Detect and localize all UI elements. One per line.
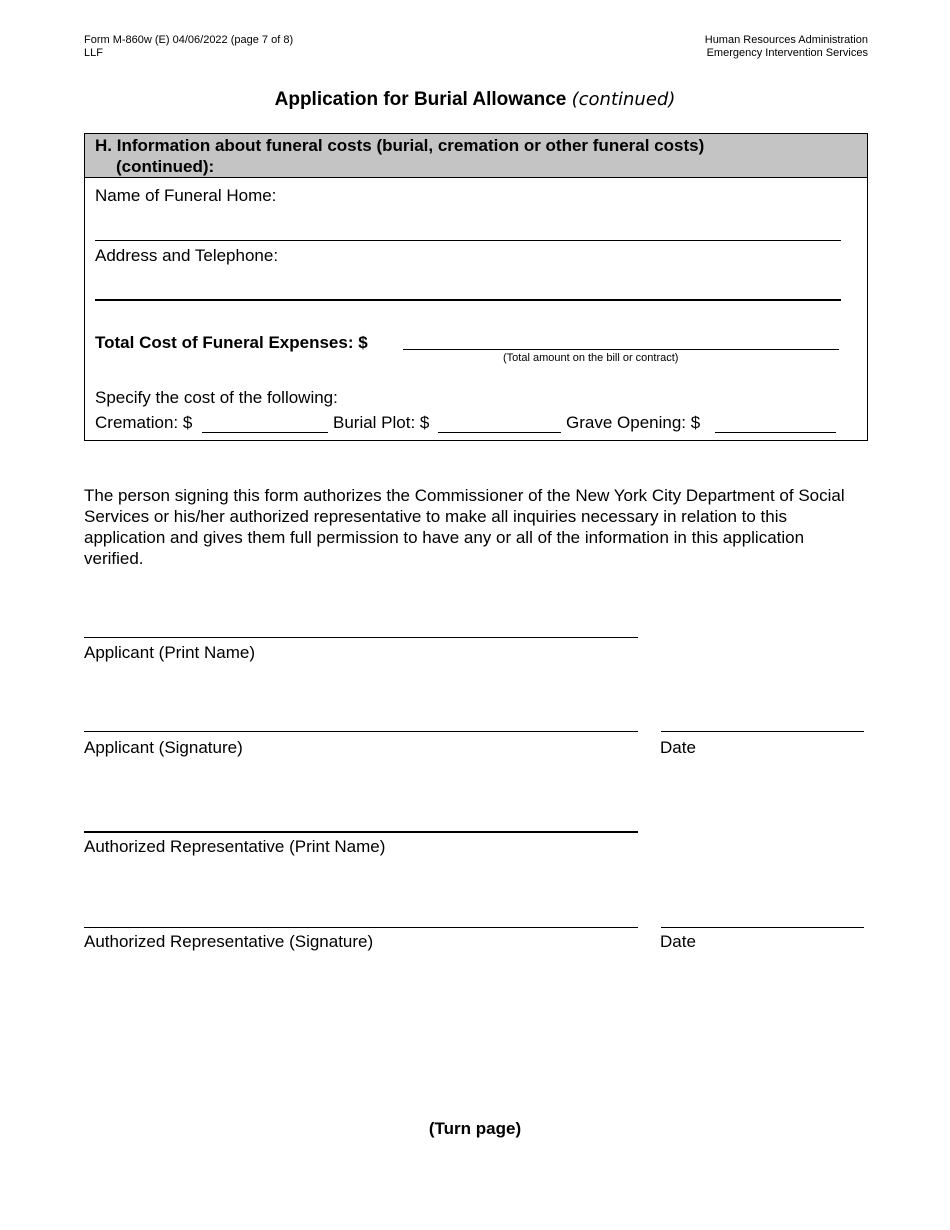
form-header-right	[705, 34, 868, 60]
total-cost-field[interactable]	[403, 330, 837, 350]
form-id: Form M-860w (E) 04/06/2022 (page 7 of 8)	[84, 34, 294, 46]
rep-date-label: Date	[660, 932, 696, 951]
page-title-suffix: (continued)	[571, 89, 676, 110]
applicant-signature-line	[84, 731, 638, 732]
burial-plot-line	[438, 432, 561, 433]
applicant-date-line	[661, 731, 864, 732]
grave-opening-field[interactable]	[715, 411, 835, 431]
section-h-heading-line1: H. Information about funeral costs (burial, cremation or other funeral costs)	[95, 136, 705, 155]
applicant-print-name-line	[84, 637, 638, 638]
burial-plot-field[interactable]	[438, 411, 560, 431]
rep-print-name-field[interactable]	[84, 795, 638, 831]
applicant-date-label: Date	[660, 738, 696, 757]
total-cost-label: Total Cost of Funeral Expenses: $	[95, 333, 368, 352]
division-name: Emergency Intervention Services	[706, 47, 868, 59]
page-title	[0, 89, 950, 111]
applicant-signature-field[interactable]	[84, 694, 638, 730]
cremation-field[interactable]	[202, 411, 326, 431]
rep-print-name-label: Authorized Representative (Print Name)	[84, 837, 386, 856]
applicant-date-field[interactable]	[661, 694, 864, 730]
grave-opening-label: Grave Opening: $	[566, 413, 701, 432]
specify-label: Specify the cost of the following:	[95, 388, 338, 407]
rep-signature-label: Authorized Representative (Signature)	[84, 932, 374, 951]
rep-signature-line	[84, 927, 638, 928]
section-h-box	[84, 133, 868, 441]
cremation-label: Cremation: $	[95, 413, 193, 432]
rep-signature-field[interactable]	[84, 890, 638, 926]
funeral-home-line	[95, 240, 841, 241]
funeral-home-field[interactable]	[97, 210, 837, 238]
burial-plot-label: Burial Plot: $	[333, 413, 430, 432]
section-h-heading	[85, 134, 867, 178]
page-title-main: Application for Burial Allowance	[274, 89, 567, 110]
rep-print-name-line	[84, 831, 638, 833]
applicant-print-name-field[interactable]	[84, 600, 638, 636]
cremation-line	[202, 432, 328, 433]
turn-page-note: (Turn page)	[428, 1119, 522, 1138]
agency-name: Human Resources Administration	[704, 34, 868, 46]
rep-date-line	[661, 927, 864, 928]
grave-opening-line	[715, 432, 836, 433]
address-line	[95, 299, 841, 301]
address-field[interactable]	[97, 270, 837, 298]
total-cost-note: (Total amount on the bill or contract)	[503, 352, 679, 364]
authorization-paragraph: The person signing this form authorizes the Commissioner of the New York City Department of Social Services or his/her authorized representative to make all inquiries necessary in relation to this application and gives them full permission to have any or all of the information in this application verified.	[84, 486, 845, 568]
form-header-left	[84, 34, 293, 60]
form-code: LLF	[84, 47, 103, 59]
rep-date-field[interactable]	[661, 890, 864, 926]
total-cost-line	[403, 349, 839, 350]
section-h-heading-line2: (continued):	[116, 157, 215, 176]
applicant-signature-label: Applicant (Signature)	[84, 738, 243, 757]
funeral-home-label: Name of Funeral Home:	[95, 186, 277, 205]
applicant-print-name-label: Applicant (Print Name)	[84, 643, 256, 662]
address-label: Address and Telephone:	[95, 246, 279, 265]
